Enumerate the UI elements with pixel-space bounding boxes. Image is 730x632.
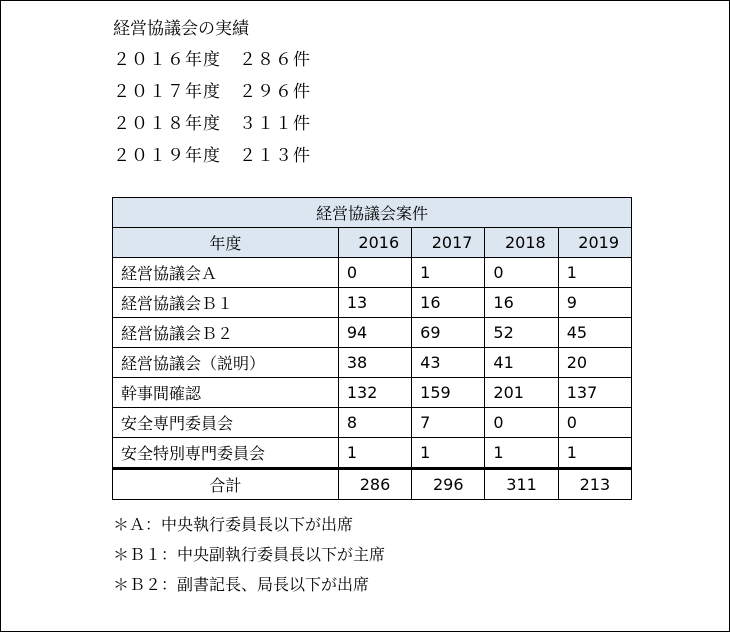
footnote-b2: ＊Ｂ２：副書記長、局長以下が出席 <box>113 575 370 594</box>
row-label: 経営協議会Ｂ２ <box>113 318 339 348</box>
cell-value: 9 <box>558 288 631 318</box>
cell-value: 0 <box>558 408 631 438</box>
cell-value: 159 <box>412 378 485 408</box>
table-row <box>113 348 632 378</box>
table-header-row <box>113 228 632 258</box>
cell-value: 94 <box>338 318 411 348</box>
cell-value: 1 <box>338 438 411 469</box>
table-row <box>113 258 632 288</box>
table-row <box>113 438 632 469</box>
cell-value: 16 <box>485 288 558 318</box>
summary-block <box>113 14 311 172</box>
cell-value: 16 <box>412 288 485 318</box>
cell-value: 69 <box>412 318 485 348</box>
header-label: 年度 <box>113 228 339 258</box>
cell-value: 38 <box>338 348 411 378</box>
table-row <box>113 318 632 348</box>
row-label: 幹事間確認 <box>113 378 339 408</box>
cell-value: 0 <box>485 408 558 438</box>
table-total-row <box>113 469 632 500</box>
cell-value: 52 <box>485 318 558 348</box>
table-caption: 経営協議会案件 <box>113 198 632 228</box>
table-row <box>113 378 632 408</box>
cell-value: 0 <box>338 258 411 288</box>
row-label: 安全専門委員会 <box>113 408 339 438</box>
footnote-a: ＊Ａ：中央執行委員長以下が出席 <box>113 515 354 534</box>
cell-value: 201 <box>485 378 558 408</box>
header-year: 2016 <box>338 228 411 258</box>
header-year: 2018 <box>485 228 558 258</box>
cell-value: 1 <box>485 438 558 469</box>
cell-value: 0 <box>485 258 558 288</box>
header-year: 2017 <box>412 228 485 258</box>
row-label: 経営協議会Ｂ１ <box>113 288 339 318</box>
total-value: 286 <box>338 469 411 500</box>
row-label: 経営協議会Ａ <box>113 258 339 288</box>
cell-value: 1 <box>412 438 485 469</box>
cell-value: 1 <box>558 438 631 469</box>
cell-value: 41 <box>485 348 558 378</box>
cell-value: 43 <box>412 348 485 378</box>
footnotes <box>113 510 385 600</box>
header-year: 2019 <box>558 228 631 258</box>
table-row <box>113 408 632 438</box>
total-value: 213 <box>558 469 631 500</box>
total-value: 296 <box>412 469 485 500</box>
row-label: 経営協議会（説明） <box>113 348 339 378</box>
cell-value: 1 <box>558 258 631 288</box>
table-caption-row <box>113 198 632 228</box>
table-row <box>113 288 632 318</box>
cell-value: 45 <box>558 318 631 348</box>
summary-line-2018: ２０１８年度 ３１１件 <box>113 114 311 134</box>
cell-value: 1 <box>412 258 485 288</box>
footnote-b1: ＊Ｂ１：中央副執行委員長以下が主席 <box>113 545 386 564</box>
summary-line-2019: ２０１９年度 ２１３件 <box>113 146 311 166</box>
cell-value: 8 <box>338 408 411 438</box>
summary-line-2016: ２０１６年度 ２８６件 <box>113 50 311 70</box>
cell-value: 20 <box>558 348 631 378</box>
cell-value: 137 <box>558 378 631 408</box>
total-label: 合計 <box>113 469 339 500</box>
summary-line-2017: ２０１７年度 ２９６件 <box>113 82 311 102</box>
cell-value: 13 <box>338 288 411 318</box>
total-value: 311 <box>485 469 558 500</box>
row-label: 安全特別専門委員会 <box>113 438 339 469</box>
cell-value: 7 <box>412 408 485 438</box>
council-cases-table <box>112 197 632 500</box>
summary-title: 経営協議会の実績 <box>113 19 249 39</box>
cell-value: 132 <box>338 378 411 408</box>
